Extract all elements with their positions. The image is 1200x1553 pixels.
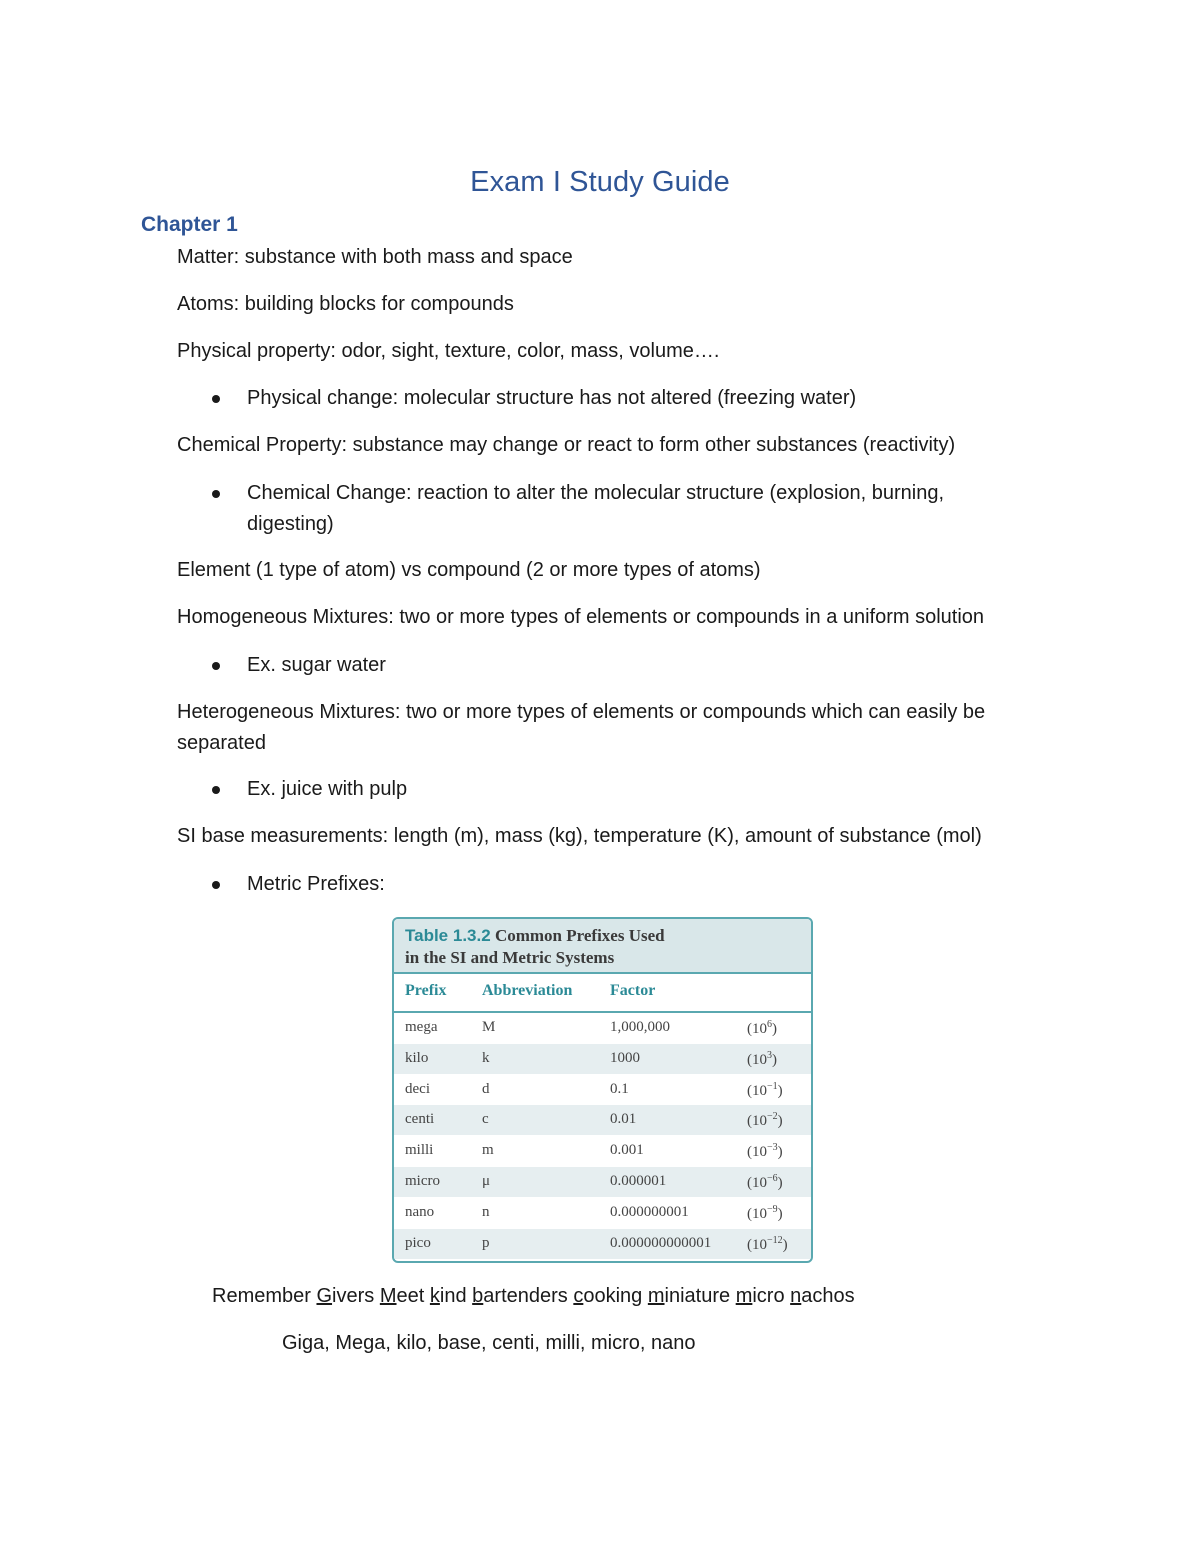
cell-factor: 1,000,000: [610, 1019, 670, 1035]
cell-exponent: $(10^6)$: [747, 1019, 777, 1037]
bullet-icon: [212, 786, 220, 794]
cell-factor: 0.000000000001: [610, 1234, 712, 1251]
bullet-icon: [212, 395, 220, 403]
si-base-line: SI base measurements: length (m), mass (kg), temperature (K), amount of substance (mol): [177, 825, 982, 847]
cell-abbreviation: m: [482, 1142, 494, 1159]
cell-prefix: mega: [405, 1019, 438, 1035]
cell-abbreviation: M: [482, 1019, 496, 1035]
metric-prefixes-line: Metric Prefixes:: [247, 873, 385, 895]
homogeneous-example: Ex. sugar water: [247, 654, 386, 676]
cell-factor: 0.000000001: [610, 1203, 689, 1220]
cell-factor: 0.000001: [610, 1173, 667, 1189]
chemical-change-line: Chemical Change: reaction to alter the molecular structure (explosion, burning, digesting): [247, 482, 945, 535]
physical-change-line: Physical change: molecular structure has not altered (freezing water): [247, 387, 857, 409]
physical-property-line: Physical property: odor, sight, texture, color, mass, volume….: [177, 340, 720, 362]
cell-factor: 0.001: [610, 1142, 644, 1159]
cell-factor: 0.1: [610, 1080, 629, 1097]
mnemonic-words: [316, 1285, 854, 1307]
table-row: [394, 1229, 811, 1259]
cell-prefix: pico: [405, 1234, 431, 1251]
mnemonic-word: Meet: [379, 1285, 425, 1307]
cell-prefix: centi: [405, 1111, 435, 1128]
mnemonic-word: kind: [429, 1285, 467, 1307]
mnemonic-word: bartenders: [472, 1285, 568, 1307]
column-header-prefix: Prefix: [405, 982, 447, 999]
cell-prefix: deci: [405, 1080, 430, 1097]
mnemonic-word: cooking: [573, 1285, 643, 1307]
column-header-abbreviation: Abbreviation: [482, 982, 573, 999]
cell-prefix: milli: [405, 1142, 434, 1159]
table-row: [394, 1075, 811, 1105]
chemical-property-line: Chemical Property: substance may change or react to form other substances (reactivity): [177, 434, 956, 456]
cell-prefix: micro: [405, 1173, 440, 1189]
cell-exponent: $(10^{-9})$: [747, 1203, 783, 1222]
column-header-factor: Factor: [610, 982, 656, 999]
table-row: [394, 1198, 811, 1228]
table-caption-line-1: Common Prefixes Used: [494, 926, 665, 945]
cell-factor: 0.01: [610, 1111, 637, 1128]
cell-exponent: $(10^{-2})$: [747, 1111, 783, 1130]
cell-abbreviation: μ: [482, 1173, 491, 1189]
cell-abbreviation: c: [482, 1111, 489, 1128]
heterogeneous-example: Ex. juice with pulp: [247, 778, 408, 800]
table-row: [394, 1013, 811, 1043]
cell-prefix: kilo: [405, 1049, 429, 1066]
heterogeneous-line: Heterogeneous Mixtures: two or more types of elements or compounds which can easily be separated: [177, 701, 986, 754]
cell-exponent: $(10^{-3})$: [747, 1142, 783, 1161]
table-caption-line-2: in the SI and Metric Systems: [405, 948, 615, 967]
bullet-icon: [212, 662, 220, 670]
table-caption: [394, 919, 811, 974]
cell-exponent: $(10^{-12})$: [747, 1234, 788, 1253]
cell-factor: 1000: [610, 1049, 640, 1066]
cell-abbreviation: n: [482, 1203, 490, 1220]
cell-abbreviation: k: [482, 1049, 490, 1066]
mnemonic-expansion: Giga, Mega, kilo, base, centi, milli, micro, nano: [282, 1332, 696, 1354]
cell-abbreviation: d: [482, 1080, 490, 1097]
bullet-icon: [212, 881, 220, 889]
mnemonic-remember: Remember: [212, 1285, 311, 1307]
page-title: Exam I Study Guide: [470, 166, 730, 198]
table-row: [394, 1044, 811, 1074]
cell-abbreviation: p: [482, 1234, 490, 1251]
atoms-line: Atoms: building blocks for compounds: [177, 293, 514, 315]
cell-exponent: $(10^{-6})$: [747, 1173, 783, 1191]
table-row: [394, 1167, 811, 1197]
cell-exponent: $(10^{-1})$: [747, 1080, 783, 1099]
cell-exponent: $(10^3)$: [747, 1049, 777, 1068]
mnemonic-line: [212, 1281, 855, 1312]
matter-line: Matter: substance with both mass and space: [177, 246, 573, 268]
table-row: [394, 1136, 811, 1166]
table-number: Table 1.3.2: [405, 926, 491, 945]
element-line: Element (1 type of atom) vs compound (2 or more types of atoms): [177, 559, 761, 581]
mnemonic-word: miniature: [647, 1285, 731, 1307]
homogeneous-line: Homogeneous Mixtures: two or more types of elements or compounds in a uniform solution: [177, 606, 985, 628]
mnemonic-word: nachos: [790, 1285, 855, 1307]
prefix-table: [392, 917, 813, 1263]
cell-prefix: nano: [405, 1203, 435, 1220]
bullet-icon: [212, 490, 220, 498]
chapter-heading: Chapter 1: [141, 213, 238, 236]
mnemonic-word: micro: [735, 1285, 785, 1307]
mnemonic-word: Givers: [316, 1285, 375, 1307]
table-row: [394, 1105, 811, 1135]
